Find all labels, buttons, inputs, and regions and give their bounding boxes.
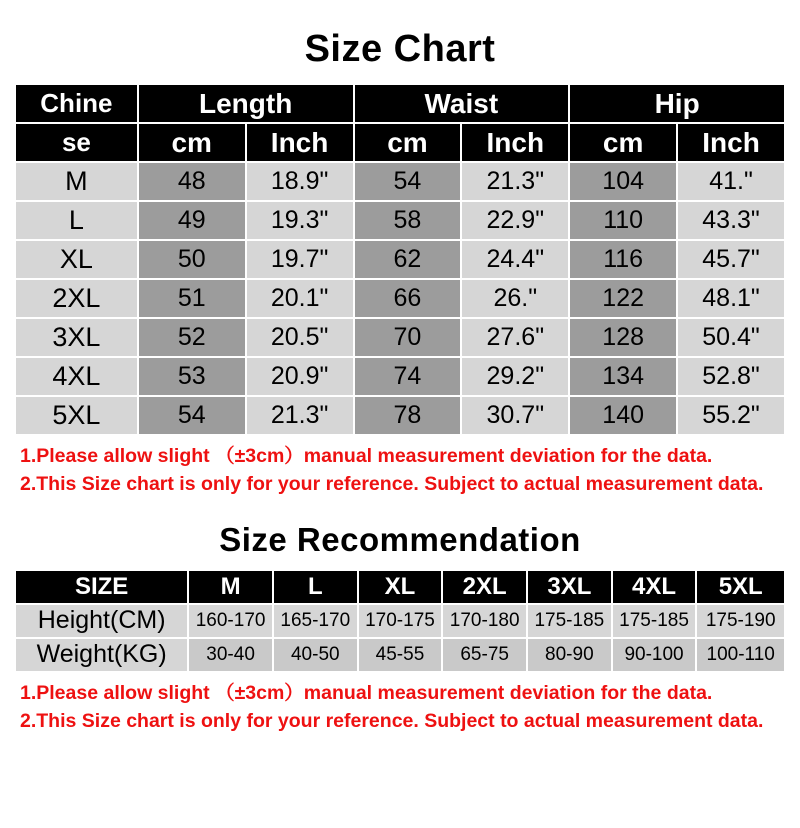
rec-height-2xl: 170-180 — [442, 604, 527, 638]
cell-length-cm: 48 — [138, 162, 246, 201]
rec-weight-l: 40-50 — [273, 638, 358, 672]
header-hip-cm: cm — [569, 123, 677, 162]
table-row — [15, 201, 785, 240]
header-waist-cm: cm — [354, 123, 462, 162]
rec-weight-xl: 45-55 — [358, 638, 443, 672]
rec-row-weight — [15, 638, 785, 672]
rec-header-m: M — [188, 570, 273, 604]
size-chart-table — [14, 83, 786, 436]
header-waist: Waist — [354, 84, 570, 123]
cell-hip-cm: 128 — [569, 318, 677, 357]
rec-header-row — [15, 570, 785, 604]
cell-waist-cm: 62 — [354, 240, 462, 279]
cell-size: 4XL — [15, 357, 138, 396]
rec-header-3xl: 3XL — [527, 570, 612, 604]
rec-header-4xl: 4XL — [612, 570, 697, 604]
table-row — [15, 162, 785, 201]
cell-length-cm: 49 — [138, 201, 246, 240]
header-hip: Hip — [569, 84, 785, 123]
cell-waist-inch: 30.7" — [461, 396, 569, 435]
note-line-1: 1.Please allow slight （±3cm）manual measurement deviation for the data. — [20, 681, 713, 704]
rec-weight-3xl: 80-90 — [527, 638, 612, 672]
cell-hip-cm: 140 — [569, 396, 677, 435]
cell-waist-cm: 70 — [354, 318, 462, 357]
cell-size: L — [15, 201, 138, 240]
rec-header-5xl: 5XL — [696, 570, 785, 604]
size-recommendation-table — [14, 569, 786, 673]
rec-weight-2xl: 65-75 — [442, 638, 527, 672]
cell-hip-cm: 110 — [569, 201, 677, 240]
rec-label-weight: Weight(KG) — [15, 638, 188, 672]
rec-header-2xl: 2XL — [442, 570, 527, 604]
rec-height-l: 165-170 — [273, 604, 358, 638]
cell-waist-cm: 58 — [354, 201, 462, 240]
cell-hip-inch: 45.7" — [677, 240, 785, 279]
cell-waist-inch: 27.6" — [461, 318, 569, 357]
rec-height-5xl: 175-190 — [696, 604, 785, 638]
cell-size: XL — [15, 240, 138, 279]
rec-label-height: Height(CM) — [15, 604, 188, 638]
rec-height-m: 160-170 — [188, 604, 273, 638]
cell-length-cm: 51 — [138, 279, 246, 318]
header-length-inch: Inch — [246, 123, 354, 162]
cell-length-inch: 20.9" — [246, 357, 354, 396]
cell-waist-inch: 29.2" — [461, 357, 569, 396]
notes-top — [14, 442, 786, 499]
table-row — [15, 357, 785, 396]
rec-weight-m: 30-40 — [188, 638, 273, 672]
cell-size: 2XL — [15, 279, 138, 318]
cell-size: 3XL — [15, 318, 138, 357]
cell-hip-inch: 48.1" — [677, 279, 785, 318]
page-title: Size Chart — [304, 28, 496, 70]
cell-length-inch: 19.3" — [246, 201, 354, 240]
header-length: Length — [138, 84, 354, 123]
rec-height-3xl: 175-185 — [527, 604, 612, 638]
cell-hip-inch: 52.8" — [677, 357, 785, 396]
cell-hip-inch: 55.2" — [677, 396, 785, 435]
rec-header-l: L — [273, 570, 358, 604]
cell-waist-cm: 54 — [354, 162, 462, 201]
table-row — [15, 279, 785, 318]
rec-header-xl: XL — [358, 570, 443, 604]
cell-length-inch: 21.3" — [246, 396, 354, 435]
cell-waist-inch: 26." — [461, 279, 569, 318]
cell-waist-inch: 22.9" — [461, 201, 569, 240]
table-row — [15, 318, 785, 357]
rec-header-size: SIZE — [15, 570, 188, 604]
cell-length-cm: 52 — [138, 318, 246, 357]
cell-size: M — [15, 162, 138, 201]
note-line-2: 2.This Size chart is only for your reference. Subject to actual measurement data. — [20, 473, 764, 496]
table-row — [15, 396, 785, 435]
cell-length-inch: 20.1" — [246, 279, 354, 318]
cell-length-cm: 54 — [138, 396, 246, 435]
notes-bottom — [14, 679, 786, 736]
table-header-row-units — [15, 123, 785, 162]
header-hip-inch: Inch — [677, 123, 785, 162]
cell-waist-cm: 78 — [354, 396, 462, 435]
cell-waist-inch: 24.4" — [461, 240, 569, 279]
rec-row-height — [15, 604, 785, 638]
table-row — [15, 240, 785, 279]
rec-height-xl: 170-175 — [358, 604, 443, 638]
rec-weight-4xl: 90-100 — [612, 638, 697, 672]
header-chinese-cont: se — [15, 123, 138, 162]
cell-hip-cm: 122 — [569, 279, 677, 318]
note-line-2: 2.This Size chart is only for your reference. Subject to actual measurement data. — [20, 709, 764, 732]
recommendation-title: Size Recommendation — [219, 520, 581, 558]
cell-hip-inch: 50.4" — [677, 318, 785, 357]
rec-height-4xl: 175-185 — [612, 604, 697, 638]
cell-hip-inch: 43.3" — [677, 201, 785, 240]
cell-length-inch: 19.7" — [246, 240, 354, 279]
cell-hip-inch: 41." — [677, 162, 785, 201]
cell-length-inch: 18.9" — [246, 162, 354, 201]
cell-waist-cm: 66 — [354, 279, 462, 318]
header-length-cm: cm — [138, 123, 246, 162]
header-waist-inch: Inch — [461, 123, 569, 162]
header-chinese: Chine — [15, 84, 138, 123]
cell-size: 5XL — [15, 396, 138, 435]
cell-hip-cm: 134 — [569, 357, 677, 396]
size-chart-page — [0, 28, 800, 828]
cell-hip-cm: 104 — [569, 162, 677, 201]
cell-length-cm: 50 — [138, 240, 246, 279]
cell-length-cm: 53 — [138, 357, 246, 396]
table-header-row-groups — [15, 84, 785, 123]
cell-waist-inch: 21.3" — [461, 162, 569, 201]
cell-hip-cm: 116 — [569, 240, 677, 279]
rec-weight-5xl: 100-110 — [696, 638, 785, 672]
cell-length-inch: 20.5" — [246, 318, 354, 357]
note-line-1: 1.Please allow slight （±3cm）manual measurement deviation for the data. — [20, 445, 713, 467]
cell-waist-cm: 74 — [354, 357, 462, 396]
